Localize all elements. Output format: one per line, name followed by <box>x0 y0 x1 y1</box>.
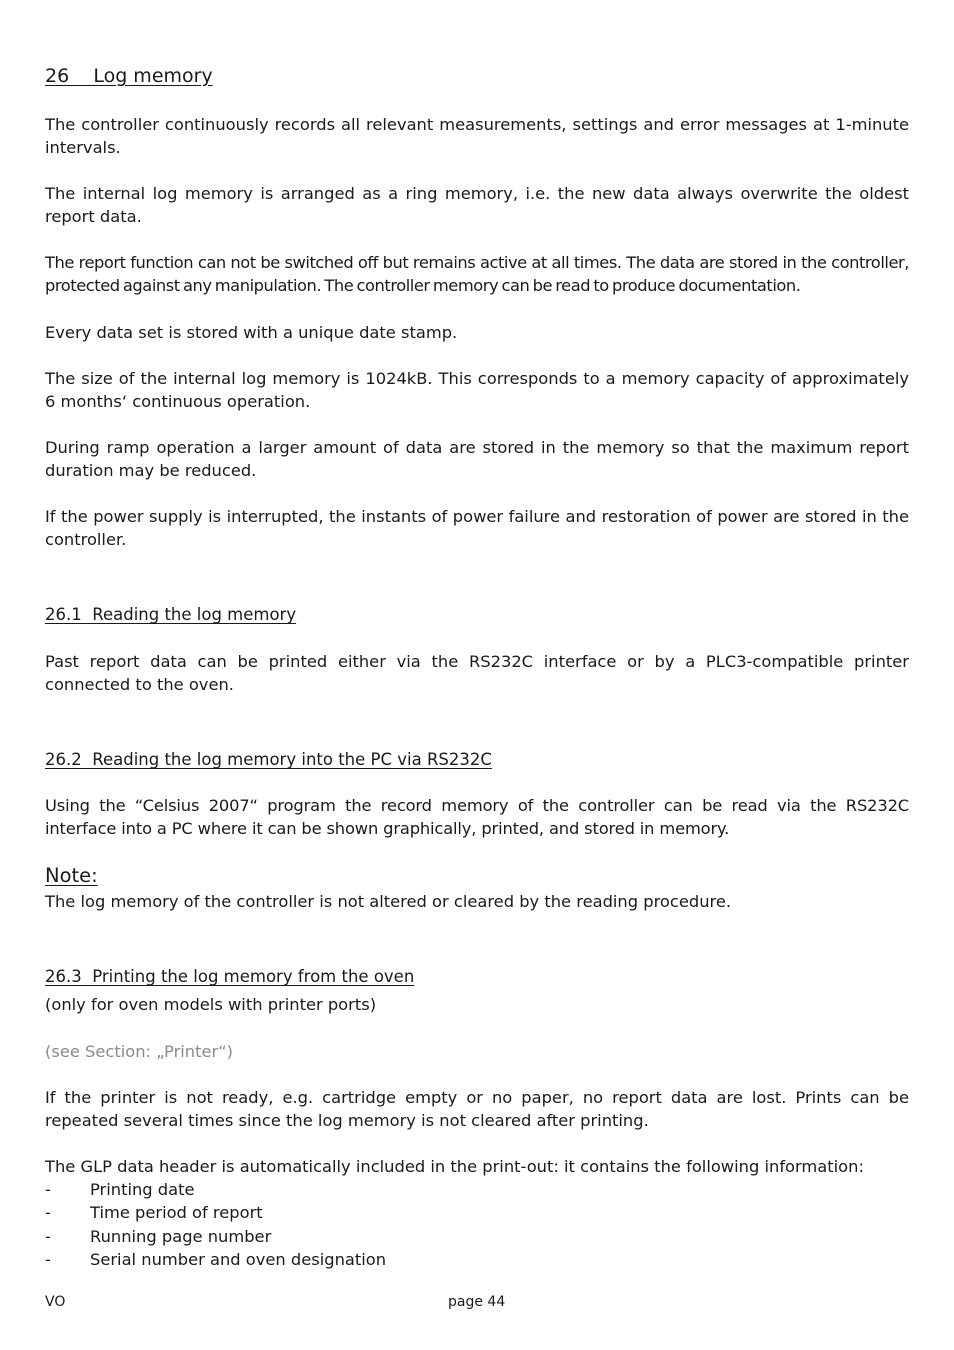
list-item-text: Time period of report <box>90 1203 263 1223</box>
paragraph-printer-not-ready: If the printer is not ready, e.g. cartridge empty or no paper, no report data are lost. Prints can be repeated several times since the log memory is not cleared after printing. <box>45 1088 909 1131</box>
list-item <box>45 1248 909 1271</box>
paragraph-recording: The controller continuously records all relevant measurements, settings and error messages at 1-minute intervals. <box>45 115 909 158</box>
page-number: page 44 <box>448 1294 506 1310</box>
list-item <box>45 1201 909 1224</box>
paragraph-reading: Past report data can be printed either via the RS232C interface or by a PLC3-compatible printer connected to the oven. <box>45 652 909 695</box>
paragraph-celsius-program: Using the “Celsius 2007“ program the record memory of the controller can be read via the RS232C interface into a PC where it can be shown graphically, printed, and stored in memory. <box>45 796 909 839</box>
list-item-text: Serial number and oven designation <box>90 1249 387 1269</box>
paragraph-memory-size: The size of the internal log memory is 1024kB. This corresponds to a memory capacity of approximately 6 months‘ continuous operation. <box>45 369 909 412</box>
paragraph-ring-memory: The internal log memory is arranged as a ring memory, i.e. the new data always overwrite the oldest report data. <box>45 184 909 227</box>
list-item <box>45 1225 909 1248</box>
subsection-title-printing: 26.3 Printing the log memory from the oven <box>45 967 415 986</box>
paragraph-power-failure: If the power supply is interrupted, the instants of power failure and restoration of power are stored in the controller. <box>45 507 909 550</box>
list-dash: - <box>45 1249 51 1269</box>
glp-info-list <box>45 1178 909 1271</box>
list-item <box>45 1178 909 1201</box>
list-item-text: Printing date <box>90 1180 195 1199</box>
footer-left: VO <box>45 1294 66 1310</box>
paragraph-report-function: The report function can not be switched off but remains active at all times. The data are stored in the controller, protected against any manipulation. The controller memory can be read to produce documentation. <box>45 253 909 296</box>
list-dash: - <box>45 1203 51 1223</box>
subsection-subtitle-printer-ports: (only for oven models with printer ports) <box>45 995 377 1014</box>
list-dash: - <box>45 1226 51 1246</box>
subsection-title-reading: 26.1 Reading the log memory <box>45 605 297 624</box>
paragraph-date-stamp: Every data set is stored with a unique date stamp. <box>45 323 458 342</box>
note-text: The log memory of the controller is not altered or cleared by the reading procedure. <box>45 892 732 911</box>
paragraph-ramp-operation: During ramp operation a larger amount of data are stored in the memory so that the maximum report duration may be reduced. <box>45 438 909 481</box>
subsection-title-rs232c: 26.2 Reading the log memory into the PC via RS232C <box>45 750 492 769</box>
list-dash: - <box>45 1180 51 1199</box>
section-reference: (see Section: „Printer“) <box>45 1042 233 1061</box>
paragraph-glp-header: The GLP data header is automatically included in the print-out: it contains the following information: <box>45 1157 864 1176</box>
note-label: Note: <box>45 864 98 887</box>
list-item-text: Running page number <box>90 1226 272 1246</box>
section-title: 26 Log memory <box>45 65 213 87</box>
